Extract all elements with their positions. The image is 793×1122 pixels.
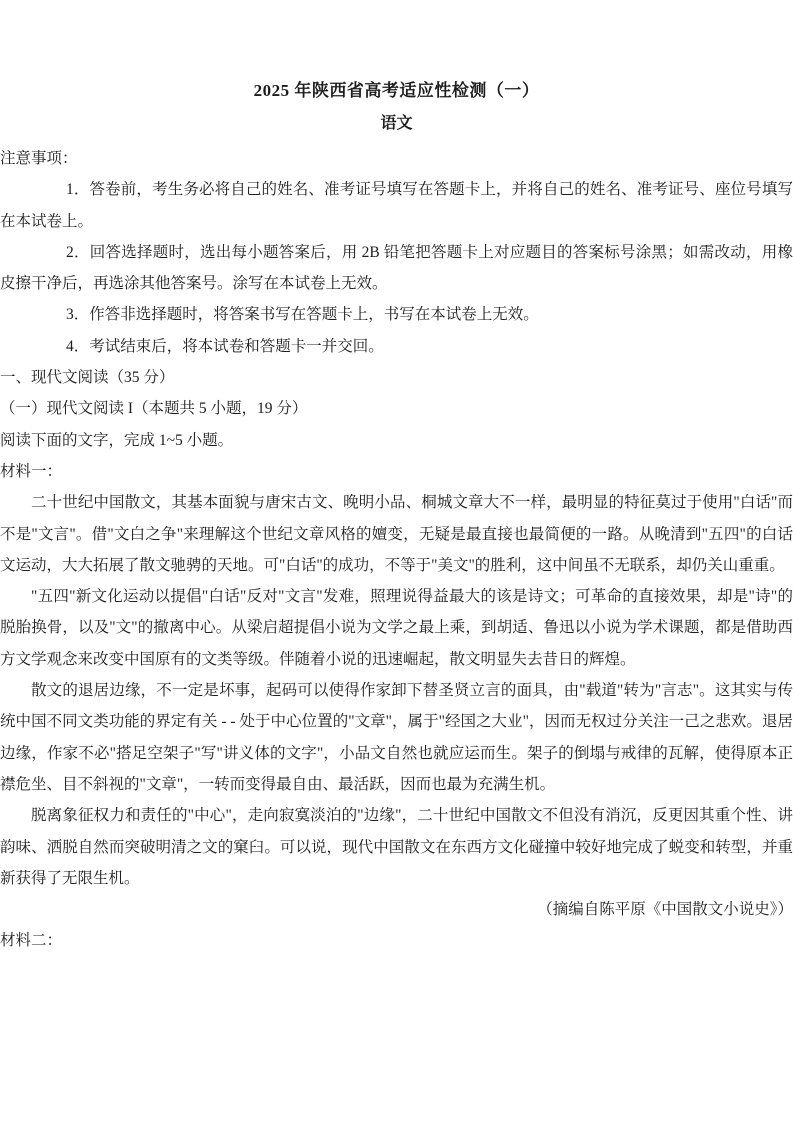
notice-item-2: 2．回答选择题时，选出每小题答案后，用 2B 铅笔把答题卡上对应题目的答案标号涂黑；如需改动，用橡皮擦干净后，再选涂其他答案号。涂写在本试卷上无效。 bbox=[0, 243, 793, 293]
notice-item-1: 1．答卷前，考生务必将自己的姓名、准考证号填写在答题卡上，并将自己的姓名、准考证号、座位号填写在本试卷上。 bbox=[0, 181, 793, 230]
reading-instruction: 阅读下面的文字，完成 1~5 小题。 bbox=[0, 431, 234, 449]
reading-subheading: （一）现代文阅读 I（本题共 5 小题，19 分） bbox=[0, 400, 308, 418]
material-one-paragraph-4: 脱离象征权力和责任的"中心"，走向寂寞淡泊的"边缘"，二十世纪中国散文不但没有消沉，反更因其重个性、讲韵味、洒脱自然而突破明清之文的窠臼。可以说，现代中国散文在东西方文化碰撞中较好地完成了蜕变和转型，并重新获得了无限生机。 bbox=[0, 807, 793, 887]
section-heading: 一、现代文阅读（35 分） bbox=[0, 369, 175, 387]
material-one-paragraph-3: 散文的退居边缘，不一定是坏事，起码可以使得作家卸下替圣贤立言的面具，由"载道"转为"言志"。这其实与传统中国不同文类功能的界定有关 - - 处于中心位置的"文章"，属于"经国之大业"，因而无权过分关注一己之悲欢。退居边缘，作家不必"搭足空架子"写"讲义体的文字"，小品文自然也就应运而生。架子的倒塌与戒律的瓦解，使得原本正襟危坐、目不斜视的"文章"，一转而变得最自由、最活跃，因而也最为充满生机。 bbox=[0, 682, 793, 793]
notice-item-4: 4．考试结束后，将本试卷和答题卡一并交回。 bbox=[66, 337, 384, 355]
subject-title: 语文 bbox=[380, 115, 413, 132]
notice-item-3: 3．作答非选择题时，将答案书写在答题卡上，书写在本试卷上无效。 bbox=[66, 306, 539, 324]
source-attribution: （摘编自陈平原《中国散文小说史》） bbox=[537, 901, 793, 919]
notice-heading: 注意事项： bbox=[0, 150, 78, 167]
material-one-paragraph-1: 二十世纪中国散文，其基本面貌与唐宋古文、晚明小品、桐城文章大不一样，最明显的特征莫过于使用"白话"而不是"文言"。借"文白之争"来理解这个世纪文章风格的嬗变，无疑是最直接也最简便的一路。从晚清到"五四"的白话文运动，大大拓展了散文驰骋的天地。可"白话"的成功，不等于"美文"的胜利，这中间虽不无联系，却仍关山重重。 bbox=[0, 494, 793, 574]
document-body bbox=[0, 143, 793, 957]
page-title: 2025 年陕西省高考适应性检测（一） bbox=[253, 81, 540, 100]
material-one-paragraph-2: "五四"新文化运动以提倡"白话"反对"文言"发难，照理说得益最大的该是诗文；可革命的直接效果，却是"诗"的脱胎换骨，以及"文"的撤离中心。从梁启超提倡小说为文学之最上乘，到胡适、鲁迅以小说为学术课题，都是借助西方文学观念来改变中国原有的文类等级。伴随着小说的迅速崛起，散文明显失去昔日的辉煌。 bbox=[0, 588, 793, 668]
material-one-label: 材料一： bbox=[0, 462, 63, 480]
material-two-label: 材料二： bbox=[0, 932, 63, 950]
